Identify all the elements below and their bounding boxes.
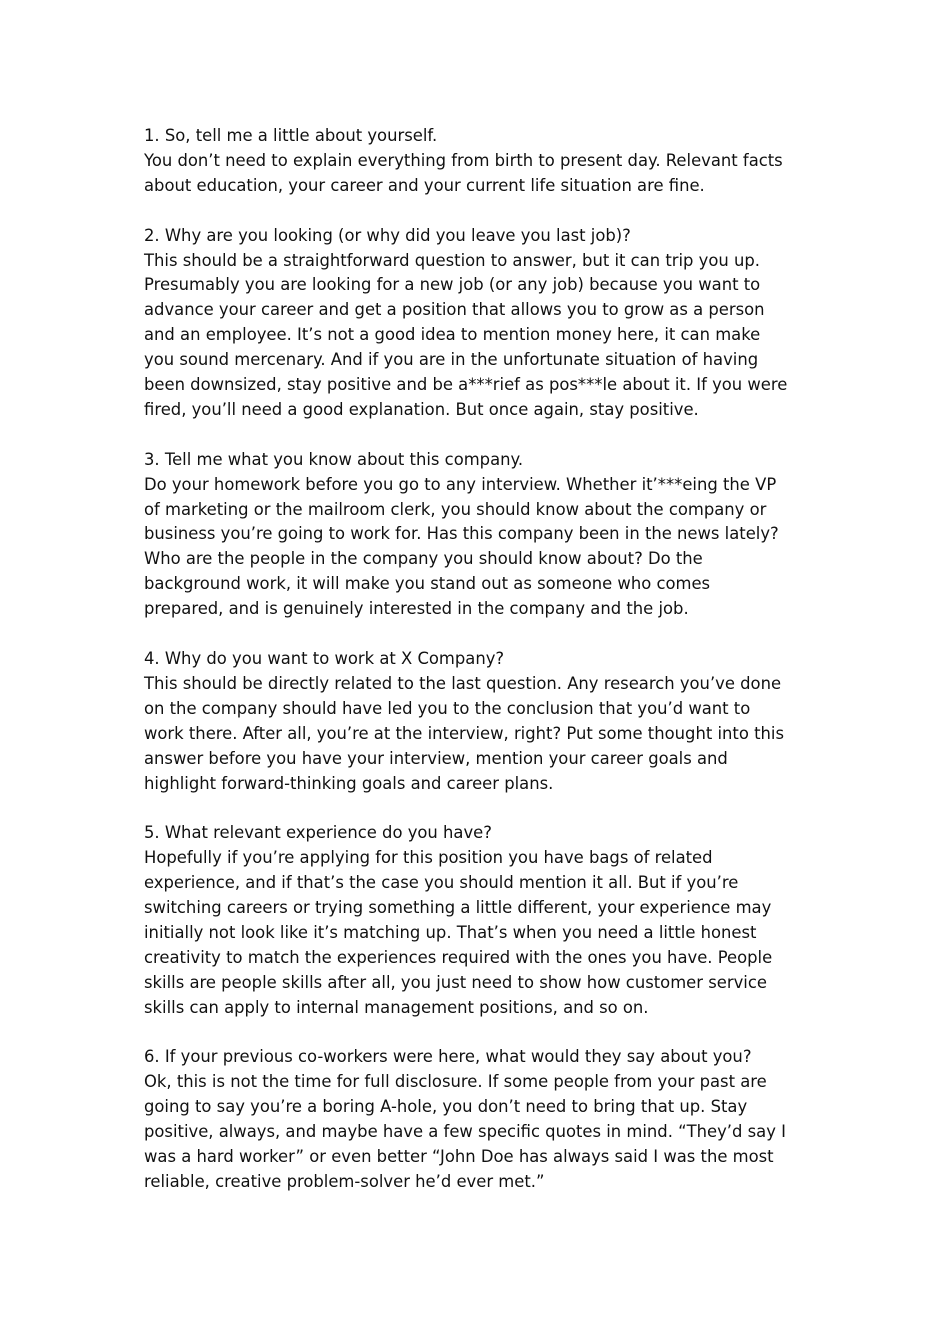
question-heading: 2. Why are you looking (or why did you leave you last job)? bbox=[144, 225, 631, 245]
answer-line: you sound mercenary. And if you are in the unfortunate situation of having bbox=[144, 350, 759, 370]
document-body bbox=[144, 124, 814, 1195]
answer-line: reliable, creative problem-solver he’d ever met.” bbox=[144, 1171, 545, 1191]
qa-section-1 bbox=[144, 124, 814, 199]
answer-line: fired, you’ll need a good explanation. But once again, stay positive. bbox=[144, 399, 699, 419]
answer-line: This should be directly related to the last question. Any research you’ve done bbox=[144, 673, 782, 693]
answer-line: advance your career and get a position that allows you to grow as a person bbox=[144, 300, 765, 320]
qa-section-2 bbox=[144, 224, 814, 423]
answer-line: answer before you have your interview, mention your career goals and bbox=[144, 748, 728, 768]
qa-section-3 bbox=[144, 448, 814, 622]
answer-line: skills are people skills after all, you just need to show how customer service bbox=[144, 972, 767, 992]
question-heading: 5. What relevant experience do you have? bbox=[144, 823, 492, 843]
answer-line: Who are the people in the company you should know about? Do the bbox=[144, 549, 703, 569]
question-heading: 3. Tell me what you know about this company. bbox=[144, 449, 524, 469]
question-heading: 1. So, tell me a little about yourself. bbox=[144, 126, 438, 145]
answer-paragraph bbox=[144, 672, 814, 797]
qa-section-5 bbox=[144, 821, 814, 1020]
question-heading: 6. If your previous co-workers were here, what would they say about you? bbox=[144, 1047, 752, 1067]
qa-section-4 bbox=[144, 647, 814, 796]
answer-paragraph bbox=[144, 149, 814, 199]
answer-line: Hopefully if you’re applying for this position you have bags of related bbox=[144, 848, 713, 868]
answer-line: initially not look like it’s matching up. That’s when you need a little honest bbox=[144, 922, 757, 942]
answer-line: Do your homework before you go to any interview. Whether it’***eing the VP bbox=[144, 474, 777, 494]
answer-line: skills can apply to internal management positions, and so on. bbox=[144, 997, 649, 1017]
answer-line: background work, it will make you stand out as someone who comes bbox=[144, 574, 711, 594]
answer-line: business you’re going to work for. Has this company been in the news lately? bbox=[144, 524, 779, 544]
question-heading: 4. Why do you want to work at X Company? bbox=[144, 648, 505, 668]
answer-line: going to say you’re a boring A-hole, you don’t need to bring that up. Stay bbox=[144, 1097, 748, 1117]
answer-line: was a hard worker” or even better “John Doe has always said I was the most bbox=[144, 1147, 774, 1167]
answer-line: switching careers or trying something a little different, your experience may bbox=[144, 898, 772, 918]
answer-line: Presumably you are looking for a new job (or any job) because you want to bbox=[144, 275, 761, 295]
answer-line: experience, and if that’s the case you should mention it all. But if you’re bbox=[144, 873, 739, 893]
answer-line: about education, your career and your current life situation are fine. bbox=[144, 175, 705, 195]
answer-line: creativity to match the experiences required with the ones you have. People bbox=[144, 947, 773, 967]
answer-line: prepared, and is genuinely interested in the company and the job. bbox=[144, 599, 689, 619]
answer-line: This should be a straightforward question to answer, but it can trip you up. bbox=[144, 250, 760, 270]
answer-line: of marketing or the mailroom clerk, you should know about the company or bbox=[144, 499, 767, 519]
answer-paragraph bbox=[144, 846, 814, 1020]
answer-line: been downsized, stay positive and be a***rief as pos***le about it. If you were bbox=[144, 375, 788, 395]
answer-line: You don’t need to explain everything from birth to present day. Relevant facts bbox=[144, 150, 783, 170]
answer-paragraph bbox=[144, 473, 814, 622]
answer-line: work there. After all, you’re at the interview, right? Put some thought into this bbox=[144, 723, 784, 743]
answer-paragraph bbox=[144, 1070, 814, 1195]
answer-line: Ok, this is not the time for full disclosure. If some people from your past are bbox=[144, 1072, 767, 1092]
qa-section-6 bbox=[144, 1045, 814, 1194]
answer-line: and an employee. It’s not a good idea to mention money here, it can make bbox=[144, 325, 761, 345]
answer-paragraph bbox=[144, 249, 814, 423]
answer-line: positive, always, and maybe have a few specific quotes in mind. “They’d say I bbox=[144, 1122, 786, 1142]
answer-line: highlight forward-thinking goals and career plans. bbox=[144, 773, 554, 793]
answer-line: on the company should have led you to the conclusion that you’d want to bbox=[144, 698, 751, 718]
